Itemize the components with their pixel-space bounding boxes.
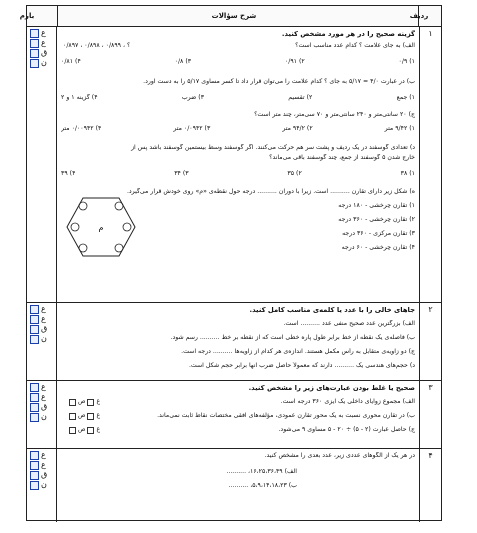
score-box[interactable] (30, 393, 39, 402)
question-1-row (27, 26, 441, 303)
question-title: صحیح یا غلط بودن عبارت‌های زیر را مشخص کنید. (248, 384, 415, 392)
item-d-options: ۱) ۳۸ ۲) ۳۵ ۳) ۳۴ ۴) ۳۹ (61, 170, 415, 177)
score-box[interactable] (30, 471, 39, 480)
question-4-row (27, 448, 441, 522)
questions-header: شرح سؤالات (211, 12, 257, 20)
item-d-text-1: د) تعدادی گوسفند در یک ردیف و پشت سر هم حرکت می‌کنند. اگر گوسفند وسط بیستمین گوسفند باشد پس از (131, 144, 415, 151)
true-checkbox[interactable] (69, 399, 76, 406)
item-d-text-2: خارج شدن ۵ گوسفند از جمع، چند گوسفند باقی می‌ماند؟ (269, 154, 415, 161)
question-number: ۱ (419, 26, 441, 302)
score-box[interactable] (30, 413, 39, 422)
score-box[interactable] (30, 481, 39, 490)
tf-item-b: ب) در تقارن محوری نسبت به یک محور تقارن عمودی، مؤلفه‌های افقی مختصات نقاط ثابت نمی‌ماند. (157, 412, 415, 419)
question-2-row (27, 302, 441, 381)
blank-item-d: د) حجم‌های هندسی یک .......... دارند که معمولاً حاصل ضرب آنها برابر حجم شکل است. (188, 362, 415, 369)
exam-sheet (19, 5, 442, 521)
score-cell: ع ع ق ن (27, 448, 57, 522)
item-e-option-3: ۳) تقارن مرکزی - ۳۶۰ درجه (342, 230, 415, 237)
score-box[interactable] (30, 59, 39, 68)
question-body (59, 448, 417, 522)
tf-item-a: الف) مجموع زوایای داخلی یک ایزی ۳۶۰ درجه است. (280, 398, 415, 405)
score-box[interactable] (30, 325, 39, 334)
item-a-options: ۱) ۰/۹ ۲) ۰/۹۱ ۳) ۰/۸ ۴) ۰/۸۱ (61, 58, 415, 65)
pattern-item-a: الف) ۱۶،۲۵،۳۶،۴۹، .......... (226, 468, 297, 475)
question-body (59, 26, 417, 302)
question-body (59, 380, 417, 448)
item-e-text: ه) شکل زیر دارای تقارن .......... است. زیرا با دوران .......... درجه حول نقطه‌ی «م» روی خودش قرار می‌گیرد. (126, 188, 415, 195)
question-body (59, 302, 417, 380)
score-box[interactable] (30, 461, 39, 470)
question-number: ۳ (419, 380, 441, 448)
item-c-options: ۱) ۹/۴۲ متر ۲) ۹۴/۲ متر ۳) ۰/۰۹۴۲ متر ۴) ۰/۰۰۹۴۲ متر (61, 125, 415, 132)
score-box[interactable] (30, 403, 39, 412)
hexagon-figure (65, 196, 137, 258)
table-header (19, 6, 441, 27)
item-b-text: ب) در عبارت ۴/۰ = ۵/۱۷ به جای ؟ کدام علامت را می‌توان قرار داد تا کسر مساوی ۵/۱۷ را به دست آورد. (143, 78, 415, 85)
true-checkbox[interactable] (69, 413, 76, 420)
item-a-sequence: ۰/۸۹۷ ، ۰/۸۹۸ ، ۰/۸۹۹ ، ؟ (63, 42, 131, 49)
score-cell: ع ع ق ن (27, 302, 57, 380)
question-title: جاهای خالی را با عدد یا کلمه‌ی مناسب کامل کنید. (249, 306, 415, 314)
item-a-text: الف) به جای علامت ؟ کدام عدد مناسب است؟ (295, 42, 415, 49)
item-c-text: ج) ۲۰ سانتی‌متر و ۲۴۰ سانتی‌متر و ۷۰ سی‌متر، چند متر است؟ (254, 111, 415, 118)
item-e-option-1: ۱) تقارن چرخشی - ۱۸۰ درجه (338, 202, 415, 209)
item-e-option-2: ۲) تقارن چرخشی - ۳۶۰ درجه (338, 216, 415, 223)
score-box[interactable] (30, 383, 39, 392)
blank-item-b: ب) فاصله‌ی یک نقطه از خط برابر طول پاره خطی است که از نقطه بر خط .......... رسم شود. (170, 334, 415, 341)
question-3-row (27, 380, 441, 449)
question-title: در هر یک از الگوهای عددی زیر، عدد بعدی را مشخص کنید. (264, 452, 415, 459)
blank-item-c: ج) دو زاویه‌ی متقابل به رأس مکمل هستند. اندازه‌ی هر کدام از زاویه‌ها .......... درجه است. (181, 348, 415, 355)
tf-choices-b: غ ص (63, 412, 100, 423)
center-label: م (98, 223, 104, 232)
score-box[interactable] (30, 305, 39, 314)
score-box[interactable] (30, 29, 39, 38)
item-e-option-4: ۴) تقارن چرخشی - ۶۰ درجه (341, 244, 415, 251)
score-box[interactable] (30, 451, 39, 460)
score-header: بارم (27, 6, 58, 26)
score-cell: ع ع ق ن (27, 26, 57, 302)
false-checkbox[interactable] (87, 427, 94, 434)
score-box[interactable] (30, 49, 39, 58)
item-b-options: ۱) جمع ۲) تقسیم ۳) ضرب ۴) گزینه ۱ و ۲ (61, 94, 415, 101)
score-box[interactable] (30, 39, 39, 48)
blank-item-a: الف) بزرگترین عدد صحیح منفی عدد .......... است. (283, 320, 415, 327)
question-number: ۲ (419, 302, 441, 380)
tf-item-c: ج) حاصل عبارت (۲ - ۵) ÷ ۲۰ - ۵ مساوی ۹ می‌شود. (278, 426, 415, 433)
tf-choices-c: غ ص (63, 426, 100, 437)
question-number: ۴ (419, 448, 441, 522)
row-header: ردیف (418, 6, 441, 26)
question-title: گزینه صحیح را در هر مورد مشخص کنید. (281, 30, 415, 38)
true-checkbox[interactable] (69, 427, 76, 434)
pattern-item-b: ب) ۵،۹،۱۴،۱۸،۲۳، .......... (228, 482, 297, 489)
score-box[interactable] (30, 315, 39, 324)
false-checkbox[interactable] (87, 413, 94, 420)
score-box[interactable] (30, 335, 39, 344)
score-cell: ع ع ق ن (27, 380, 57, 448)
false-checkbox[interactable] (87, 399, 94, 406)
tf-choices-a: غ ص (63, 398, 100, 409)
